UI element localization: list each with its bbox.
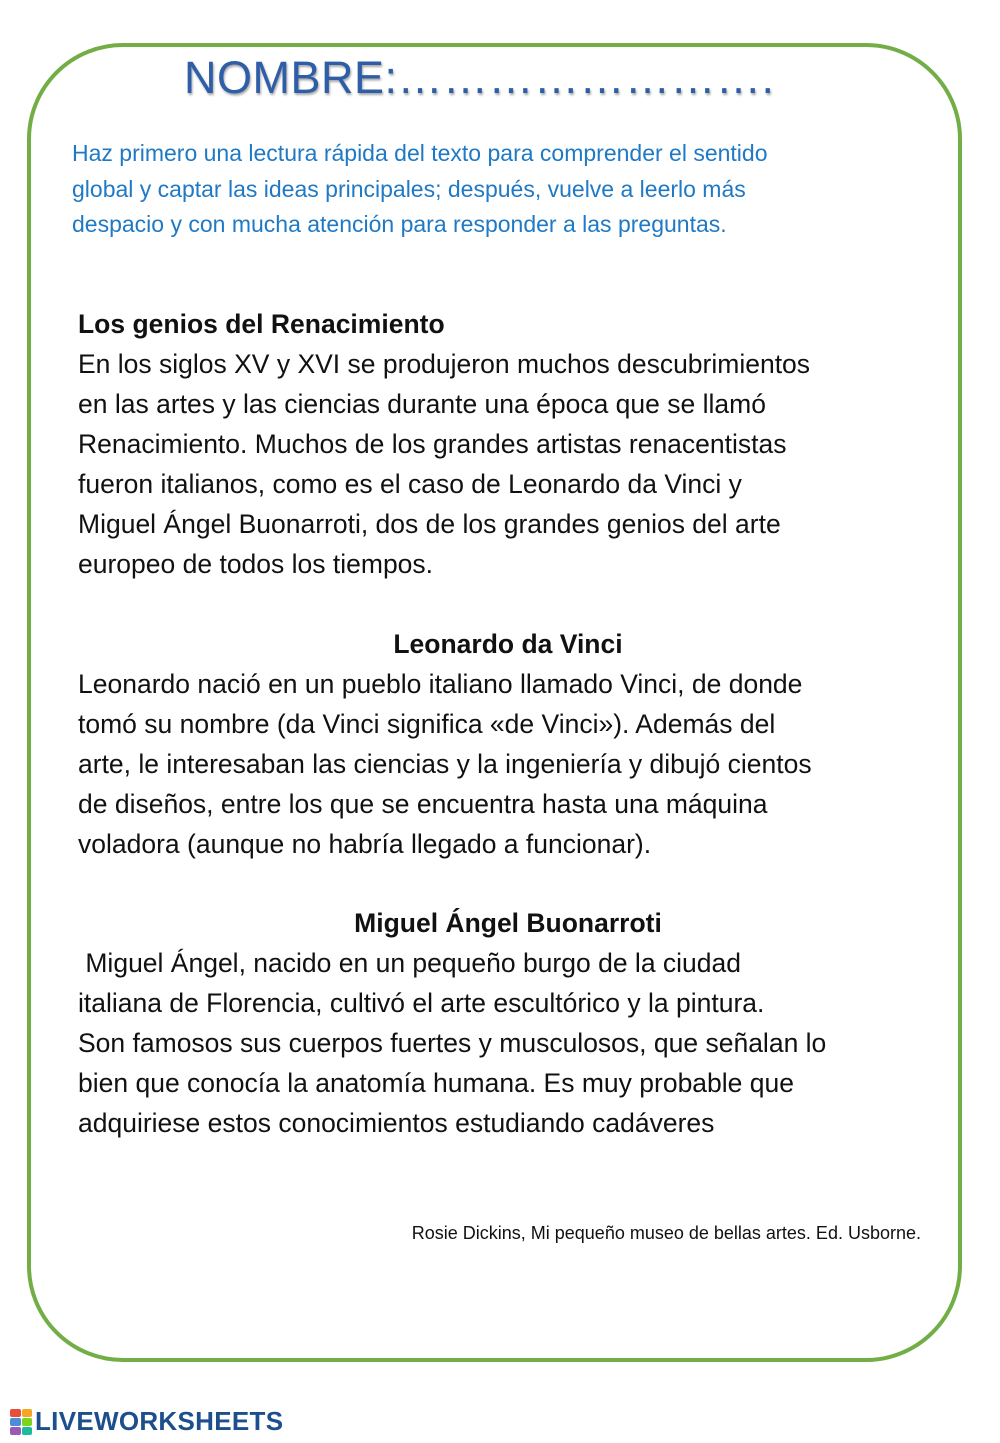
paragraph-line: Renacimiento. Muchos de los grandes artistas renacentistas <box>78 429 787 459</box>
paragraph-line: Son famosos sus cuerpos fuertes y musculosos, que señalan lo <box>78 1028 827 1058</box>
instructions-line: global y captar las ideas principales; después, vuelve a leerlo más <box>72 175 746 202</box>
section-renacimiento <box>78 304 938 584</box>
paragraph-line: Leonardo nació en un pueblo italiano llamado Vinci, de donde <box>78 669 803 699</box>
paragraph-line: bien que conocía la anatomía humana. Es muy probable que <box>78 1068 794 1098</box>
paragraph-line: fueron italianos, como es el caso de Leonardo da Vinci y <box>78 469 742 499</box>
paragraph-line: en las artes y las ciencias durante una época que se llamó <box>78 389 766 419</box>
paragraph-line: tomó su nombre (da Vinci significa «de Vinci»). Además del <box>78 709 776 739</box>
section-heading: Miguel Ángel Buonarroti <box>354 908 662 938</box>
paragraph-line: de diseños, entre los que se encuentra hasta una máquina <box>78 789 768 819</box>
logo-text: LIVEWORKSHEETS <box>35 1406 284 1436</box>
citation: Rosie Dickins, Mi pequeño museo de bellas artes. Ed. Usborne. <box>411 1223 921 1243</box>
instructions <box>72 136 932 243</box>
section-heading: Leonardo da Vinci <box>393 629 623 659</box>
paragraph-line: italiana de Florencia, cultivó el arte escultórico y la pintura. <box>78 988 765 1018</box>
paragraph-line: Miguel Ángel Buonarroti, dos de los grandes genios del arte <box>78 509 781 539</box>
paragraph-line: voladora (aunque no habría llegado a funcionar). <box>78 829 652 859</box>
instructions-line: Haz primero una lectura rápida del texto para comprender el sentido <box>72 140 768 166</box>
paragraph-line: Miguel Ángel, nacido en un pequeño burgo de la ciudad <box>78 948 742 978</box>
paragraph-line: En los siglos XV y XVI se produjeron muchos descubrimientos <box>78 349 811 379</box>
section-miguel-angel <box>78 903 938 1143</box>
paragraph-line: europeo de todos los tiempos. <box>78 549 434 579</box>
section-leonardo <box>78 624 938 864</box>
paragraph-line: arte, le interesaban las ciencias y la ingeniería y dibujó cientos <box>78 749 812 779</box>
paragraph-line: adquiriese estos conocimientos estudiando cadáveres <box>78 1108 715 1138</box>
name-field-title: NOMBRE:……………………. <box>184 52 775 103</box>
liveworksheets-logo[interactable] <box>10 1406 283 1437</box>
instructions-line: despacio y con mucha atención para responder a las preguntas. <box>72 211 727 237</box>
section-heading: Los genios del Renacimiento <box>78 309 445 339</box>
logo-icon <box>10 1409 32 1435</box>
